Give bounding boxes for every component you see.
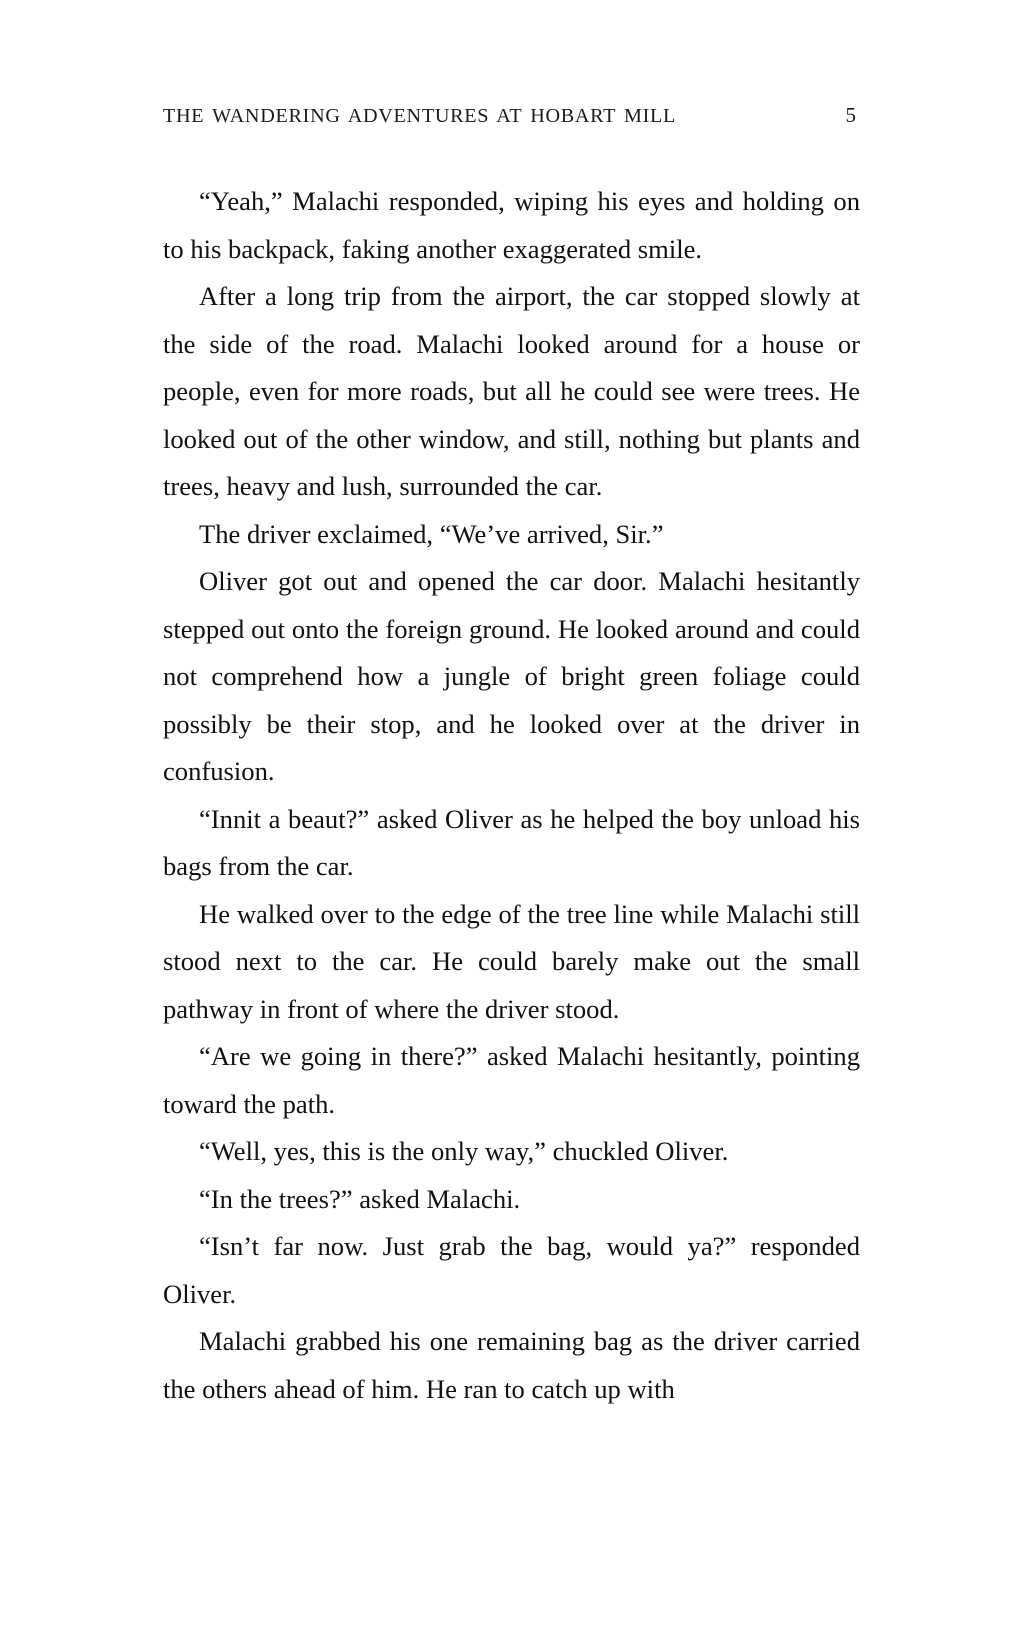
page-number: 5 <box>845 103 856 127</box>
running-head <box>163 103 860 135</box>
body-paragraph: “Well, yes, this is the only way,” chuckled Oliver. <box>199 1136 729 1166</box>
body-paragraph: “Are we going in there?” asked Malachi hesitantly, pointing toward the path. <box>163 1041 860 1119</box>
body-paragraph: Malachi grabbed his one remaining bag as the driver carried the others ahead of him. He ran to catch up with <box>163 1326 860 1404</box>
body-paragraph: “In the trees?” asked Malachi. <box>199 1183 521 1214</box>
body-paragraph: The driver exclaimed, “We’ve arrived, Sir.” <box>199 518 664 549</box>
body-paragraph: “Yeah,” Malachi responded, wiping his eyes and holding on to his backpack, faking another exaggerated smile. <box>163 186 860 264</box>
running-head-title: THE WANDERING ADVENTURES AT HOBART MILL <box>163 105 677 127</box>
body-paragraph: Oliver got out and opened the car door. Malachi hesitantly stepped out onto the foreign ground. He looked around and could not comprehend how a jungle of bright green foliage could possibly be their stop, and he looked over at the driver in confusion. <box>163 566 860 786</box>
body-text-block <box>163 178 860 1413</box>
body-paragraph: After a long trip from the airport, the car stopped slowly at the side of the road. Malachi looked around for a house or people, even for more roads, but all he could see were trees. He looked out of the other window, and still, nothing but plants and trees, heavy and lush, surrounded the car. <box>163 281 860 501</box>
body-paragraph: He walked over to the edge of the tree line while Malachi still stood next to the car. He could barely make out the small pathway in front of where the driver stood. <box>163 898 860 1024</box>
body-paragraph: “Innit a beaut?” asked Oliver as he helped the boy unload his bags from the car. <box>163 803 860 881</box>
body-paragraph: “Isn’t far now. Just grab the bag, would ya?” responded Oliver. <box>163 1231 860 1309</box>
